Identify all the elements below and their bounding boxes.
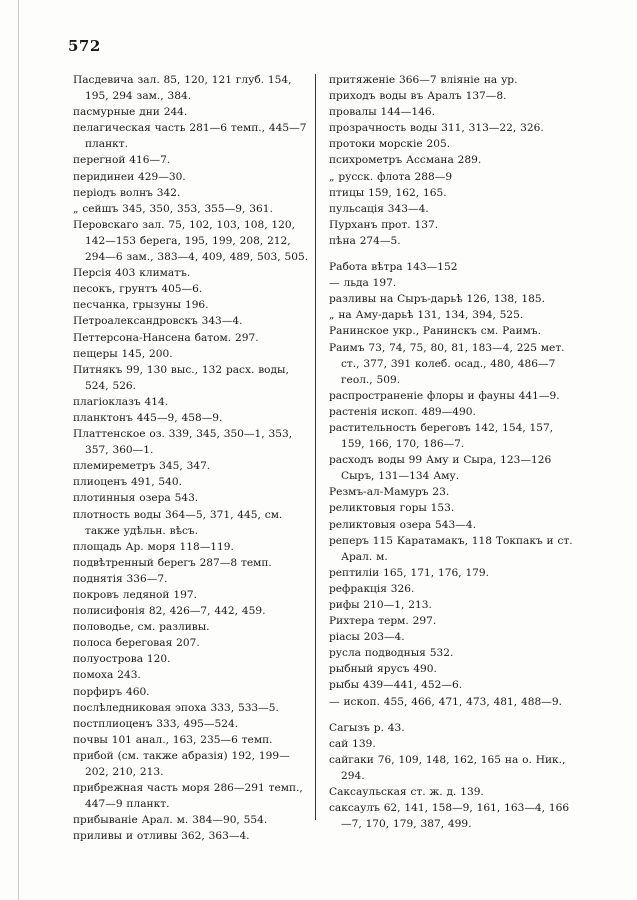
page-number: 572 [68, 37, 101, 55]
index-entry: площадь Ар. моря 118—119. [73, 540, 234, 553]
index-entry: пѣна 274—5. [329, 234, 401, 247]
index-entry: расходъ воды 99 Аму и Сыра, 123—126 Сыръ, 131—134 Аму. [329, 454, 552, 483]
index-entry: притяженіе 366—7 вліяніе на ур. [329, 74, 518, 86]
index-entry: порфиръ 460. [73, 685, 150, 698]
index-entry: рыбы 439—441, 452—6. [329, 679, 463, 692]
index-entry: плиоценъ 491, 540. [73, 476, 183, 489]
index-entry: прибрежная часть моря 286—291 темп., 447—9 планкт. [73, 782, 303, 811]
index-entry: Саксаульская ст. ж. д. 139. [329, 786, 484, 799]
index-entry: Рихтера терм. 297. [329, 615, 437, 628]
index-entry: протоки морскіе 205. [329, 138, 451, 151]
index-entry: растенія ископ. 489—490. [329, 405, 476, 418]
index-entry: Платтенское оз. 339, 345, 350—1, 353, 357, 360—1. [73, 428, 293, 457]
index-entry: плагіоклазъ 414. [73, 395, 169, 408]
index-entry: рефракція 326. [329, 582, 415, 595]
index-entry: перидинеи 429—30. [73, 170, 186, 183]
index-entry: Питнякъ 99, 130 выс., 132 расх. воды, 524, 526. [73, 363, 289, 392]
index-entry: пелагическая часть 281—6 темп., 445—7 планкт. [73, 122, 307, 151]
index-entry: сай 139. [329, 737, 376, 750]
index-entry: почвы 101 анал., 163, 235—6 темп. [73, 733, 273, 746]
index-entry: поднятія 336—7. [73, 572, 168, 585]
index-entry: Петроалександровскъ 343—4. [73, 315, 243, 328]
index-entry: Пасдевича зал. 85, 120, 121 глуб. 154, 195, 294 зам., 384. [73, 74, 292, 103]
index-column-right [329, 72, 579, 832]
index-entry: пасмурные дни 244. [73, 106, 188, 119]
index-entry: плотность воды 364—5, 371, 445, см. также удѣльн. вѣсъ. [73, 508, 283, 537]
index-entry: полоса береговая 207. [73, 637, 200, 650]
index-entry: плотинныя озера 543. [73, 492, 199, 505]
index-entry: подвѣтренный берегъ 287—8 темп. [73, 556, 272, 569]
index-entry: перегной 416—7. [73, 154, 171, 167]
index-entry: прозрачность воды 311, 313—22, 326. [329, 122, 544, 135]
index-entry: постплиоценъ 333, 495—524. [73, 717, 239, 730]
index-entry: психрометръ Ассмана 289. [329, 154, 482, 167]
index-entry: послѣледниковая эпоха 333, 533—5. [73, 701, 279, 714]
index-column-left [73, 72, 309, 845]
index-entry: сайгаки 76, 109, 148, 162, 165 на о. Ник., 294. [329, 753, 566, 782]
binding-edge [18, 0, 19, 900]
index-entry: распространеніе флоры и фауны 441—9. [329, 389, 560, 402]
index-entry: прибой (см. также абразія) 192, 199—202, 210, 213. [73, 749, 290, 779]
index-entry: полисифонія 82, 426—7, 442, 459. [73, 605, 266, 618]
index-entry: Работа вѣтра 143—152 [329, 261, 458, 274]
index-entry: реликтовыя озера 543—4. [329, 518, 476, 531]
index-entry: полуострова 120. [73, 653, 171, 666]
index-entry: пещеры 145, 200. [73, 347, 173, 360]
index-entry: разливы на Сыръ-дарьѣ 126, 138, 185. [329, 293, 545, 306]
index-entry: половодье, см. разливы. [73, 621, 210, 634]
column-divider [315, 74, 316, 820]
index-entry: ріасы 203—4. [329, 631, 405, 644]
index-entry: планктонъ 445—9, 458—9. [73, 411, 223, 424]
index-entry: періодъ волнъ 342. [73, 186, 181, 199]
index-entry: Пурханъ прот. 137. [329, 218, 439, 231]
index-entry: провалы 144—146. [329, 106, 435, 119]
index-entry: „ сейшъ 345, 350, 353, 355—9, 361. [73, 202, 273, 215]
index-entry: песокъ, грунтъ 405—6. [73, 283, 203, 296]
index-entry: Перовскаго зал. 75, 102, 103, 108, 120, 142—153 берега, 195, 199, 208, 212, 294—6 зам., 383—4, 409, 489, 503, 505. [73, 218, 309, 264]
index-entry: приходъ воды въ Аралъ 137—8. [329, 90, 507, 103]
index-entry: пульсація 343—4. [329, 202, 429, 215]
index-entry: Раимъ 73, 74, 75, 80, 81, 183—4, 225 мет. ст., 377, 391 колеб. осад., 480, 486—7 геол., 509. [329, 341, 565, 386]
index-entry: прибываніе Арал. м. 384—90, 554. [73, 814, 268, 827]
index-entry: рыбный ярусъ 490. [329, 663, 437, 676]
index-entry: племиреметръ 345, 347. [73, 460, 211, 473]
index-entry: покровъ ледяной 197. [73, 589, 197, 601]
index-entry: растительность береговъ 142, 154, 157, 159, 166, 170, 186—7. [329, 421, 554, 451]
index-entry: помоха 243. [73, 669, 141, 682]
index-entry: Резмъ-ал-Мамуръ 23. [329, 486, 450, 499]
index-entry: рептиліи 165, 171, 176, 179. [329, 566, 490, 579]
index-entry: песчанка, грызуны 196. [73, 299, 209, 312]
index-entry: Петтерсона-Нансена батом. 297. [73, 331, 259, 344]
index-entry: саксаулъ 62, 141, 158—9, 161, 163—4, 166—7, 170, 179, 387, 499. [329, 802, 570, 831]
index-entry: Ранинское укр., Ранинскъ см. Раимъ. [329, 325, 541, 338]
index-entry: птицы 159, 162, 165. [329, 186, 447, 199]
index-entry: реперъ 115 Каратамакъ, 118 Токпакъ и ст. Арал. м. [329, 534, 573, 563]
index-entry: „ на Аму-дарьѣ 131, 134, 394, 525. [329, 309, 524, 322]
index-entry: рифы 210—1, 213. [329, 599, 432, 611]
index-entry: Сагызъ р. 43. [329, 721, 405, 734]
index-entry: приливы и отливы 362, 363—4. [73, 830, 250, 843]
index-entry: — льда 197. [329, 277, 397, 290]
index-entry: — ископ. 455, 466, 471, 473, 481, 488—9. [329, 695, 562, 708]
index-entry: Персія 403 климатъ. [73, 267, 191, 280]
index-entry: „ русск. флота 288—9 [329, 170, 453, 183]
index-entry: русла подводныя 532. [329, 647, 454, 660]
index-entry: реликтовыя горы 153. [329, 502, 455, 515]
